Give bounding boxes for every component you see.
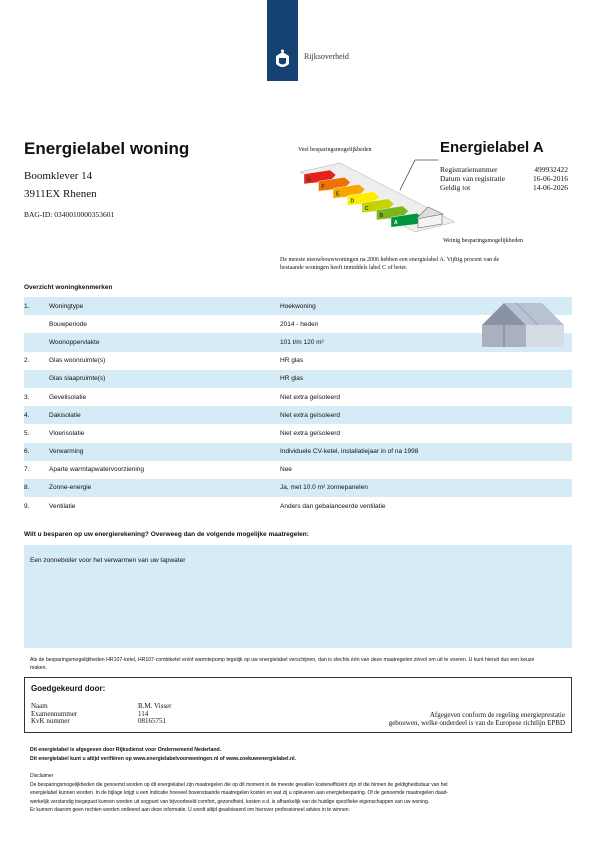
label-description: De meeste nieuwbouwwoningen na 2006 hebben een energielabel A. Vijftig procent van de bestaande woningen heeft inmiddels label C of beter. — [280, 257, 500, 271]
crest-icon — [271, 48, 294, 72]
page-title: Energielabel woning — [24, 139, 190, 158]
disclaimer-line: Er kunnen daarom geen rechten worden ontleend aan deze informatie. U wordt altijd geadviseerd om hierover professioneel advies in te winnen. — [30, 807, 350, 813]
registration-number-row — [440, 165, 568, 174]
scale-bottom-caption: Weinig besparingsmogelijkheden — [443, 238, 523, 244]
row-label: Dakisolatie — [49, 411, 81, 419]
scale-letter-g: G — [307, 177, 311, 183]
row-number: 8. — [24, 484, 30, 492]
table-row — [24, 424, 572, 442]
registration-block — [440, 165, 568, 192]
measure-item: Een zonneboiler voor het verwarmen van uw tapwater — [30, 557, 186, 564]
disclaimer-line: werkelijk verstandig toegepast kunnen worden uit oogpunt van bijvoorbeeld comfort, gezondheid, kosten e.d. is afhankelijk van de huidige specifieke eigenschappen van uw woning. — [30, 798, 430, 805]
row-number: 5. — [24, 429, 30, 437]
scale-letter-a: A — [394, 220, 398, 227]
valid-until-value: 14-06-2026 — [533, 183, 568, 192]
row-label: Ventilatie — [49, 502, 76, 510]
row-label: Vloerisolatie — [49, 429, 85, 437]
overview-heading: Overzicht woningkenmerken — [24, 284, 113, 291]
approval-kvk-label: KvK nummer — [31, 717, 70, 725]
row-label: Zonne-energie — [49, 484, 92, 492]
row-value: Ja, met 10.0 m² zonnepanelen — [280, 484, 368, 492]
row-value: Nee — [280, 466, 292, 474]
registration-date-value: 16-06-2016 — [533, 174, 568, 183]
energy-label-title: Energielabel A — [440, 139, 544, 156]
approval-kvk-value: 08165751 — [138, 717, 166, 725]
row-value: Hoekwoning — [280, 302, 316, 310]
issuer-line-1: Dit energielabel is afgegeven door Rijksdienst voor Ondernemend Nederland. — [30, 747, 222, 753]
row-value: HR glas — [280, 375, 304, 383]
valid-until-label: Geldig tot — [440, 183, 471, 192]
row-value: HR glas — [280, 357, 304, 365]
approval-labels — [31, 703, 77, 726]
bag-id: BAG-ID: 0340010000353601 — [24, 210, 115, 219]
registration-number-label: Registratienummer — [440, 165, 498, 174]
row-value: Anders dan gebalanceerde ventilatie — [280, 502, 386, 510]
disclaimer-title: Disclaimer — [30, 773, 54, 779]
approval-title: Goedgekeurd door: — [31, 684, 106, 693]
scale-letter-e: E — [336, 191, 340, 198]
row-label: Verwarming — [49, 448, 84, 456]
issuer-info — [30, 746, 296, 764]
row-label: Gevelisolatie — [49, 393, 87, 401]
table-row — [24, 406, 572, 424]
table-row — [24, 352, 572, 370]
row-number: 6. — [24, 448, 30, 456]
address-street: Boomklever 14 — [24, 170, 93, 182]
scale-letter-f: F — [321, 184, 325, 191]
row-value: Niet extra geïsoleerd — [280, 393, 340, 401]
row-label: Glas slaapruimte(s) — [49, 375, 106, 383]
approval-name-value: B.M. Visser — [138, 702, 172, 710]
registration-date-label: Datum van registratie — [440, 174, 505, 183]
approval-exam-value: 114 — [138, 709, 149, 718]
scale-letter-c: C — [365, 205, 369, 212]
measures-box — [24, 545, 572, 648]
row-value: 2014 - heden — [280, 320, 319, 328]
approval-values — [138, 703, 171, 726]
row-number: 2. — [24, 357, 30, 365]
row-label: Bouwperiode — [49, 320, 87, 328]
row-number: 3. — [24, 393, 30, 401]
approval-exam-label: Examennummer — [31, 709, 78, 718]
row-number: 1. — [24, 302, 30, 310]
measures-note: Als de besparingsmogelijkheden HR107-ketel, HR107-combiketel en/of warmtepomp tegelijk op uw energielabel verschijnen, dan is slechts één van deze maatregelen zinvol om uit te voeren. U kunt hieruit dus een keuze maken. — [30, 657, 535, 671]
row-number: 9. — [24, 502, 30, 510]
scale-top-caption: Veel besparingsmogelijkheden — [298, 147, 372, 153]
row-label: Woonoppervlakte — [49, 338, 100, 346]
government-name: Rijksoverheid — [304, 52, 349, 61]
scale-letter-d: D — [350, 198, 355, 205]
table-row — [24, 479, 572, 497]
measures-question: Wilt u besparen op uw energierekening? Overweeg dan de volgende mogelijke maatregelen: — [24, 531, 309, 538]
row-number: 7. — [24, 466, 30, 474]
row-label: Woningtype — [49, 302, 84, 310]
row-label: Glas woonruimte(s) — [49, 357, 106, 365]
issuer-line-2: Dit energielabel kunt u altijd verifiëren op www.energielabelvoorwoningen.nl of www.zoekuwenergielabel.nl. — [30, 756, 296, 762]
disclaimer-line: De besparingsmogelijkheden die genoemd worden op dit energielabel zijn maatregelen die op dit moment in de meeste gevallen kostenefficiënt zijn of die binnen de geldigheidsduur van het — [30, 781, 448, 788]
table-row — [24, 443, 572, 461]
approval-conformity — [389, 711, 565, 727]
scale-letter-b: B — [379, 213, 384, 219]
row-value: Niet extra geïsoleerd — [280, 411, 340, 419]
valid-until-row — [440, 183, 568, 192]
approval-box — [24, 677, 572, 733]
table-row — [24, 388, 572, 406]
row-label: Aparte warmtapwatervoorziening — [49, 466, 145, 474]
conformity-line-1: Afgegeven conform de regeling energieprestatie — [429, 711, 565, 719]
registration-number-value: 499932422 — [534, 165, 568, 174]
address-postcode-city: 3911EX Rhenen — [24, 188, 97, 200]
energy-scale-graphic — [290, 150, 460, 240]
row-value: 101 t/m 120 m² — [280, 338, 324, 346]
row-value: Individuele CV-ketel, installatiejaar in of na 1998 — [280, 448, 419, 456]
conformity-line-2: gebouwen, welke onderdeel is van de Europese richtlijn EPBD — [388, 719, 565, 727]
row-value: Niet extra geïsoleerd — [280, 429, 340, 437]
table-row — [24, 461, 572, 479]
disclaimer — [30, 772, 570, 815]
disclaimer-line: energielabel kunnen worden. In de bijlage krijgt u een indicatie hoeveel bovenstaande maatregelen kosten en wat zij u opleveren aan energiebesparing. Of de genoemde maatregelen daad- — [30, 790, 449, 796]
row-number: 4. — [24, 411, 30, 419]
table-row — [24, 497, 572, 515]
table-row — [24, 370, 572, 388]
house-type-illustration — [480, 299, 564, 349]
approval-name-label: Naam — [31, 702, 48, 710]
registration-date-row — [440, 174, 568, 183]
